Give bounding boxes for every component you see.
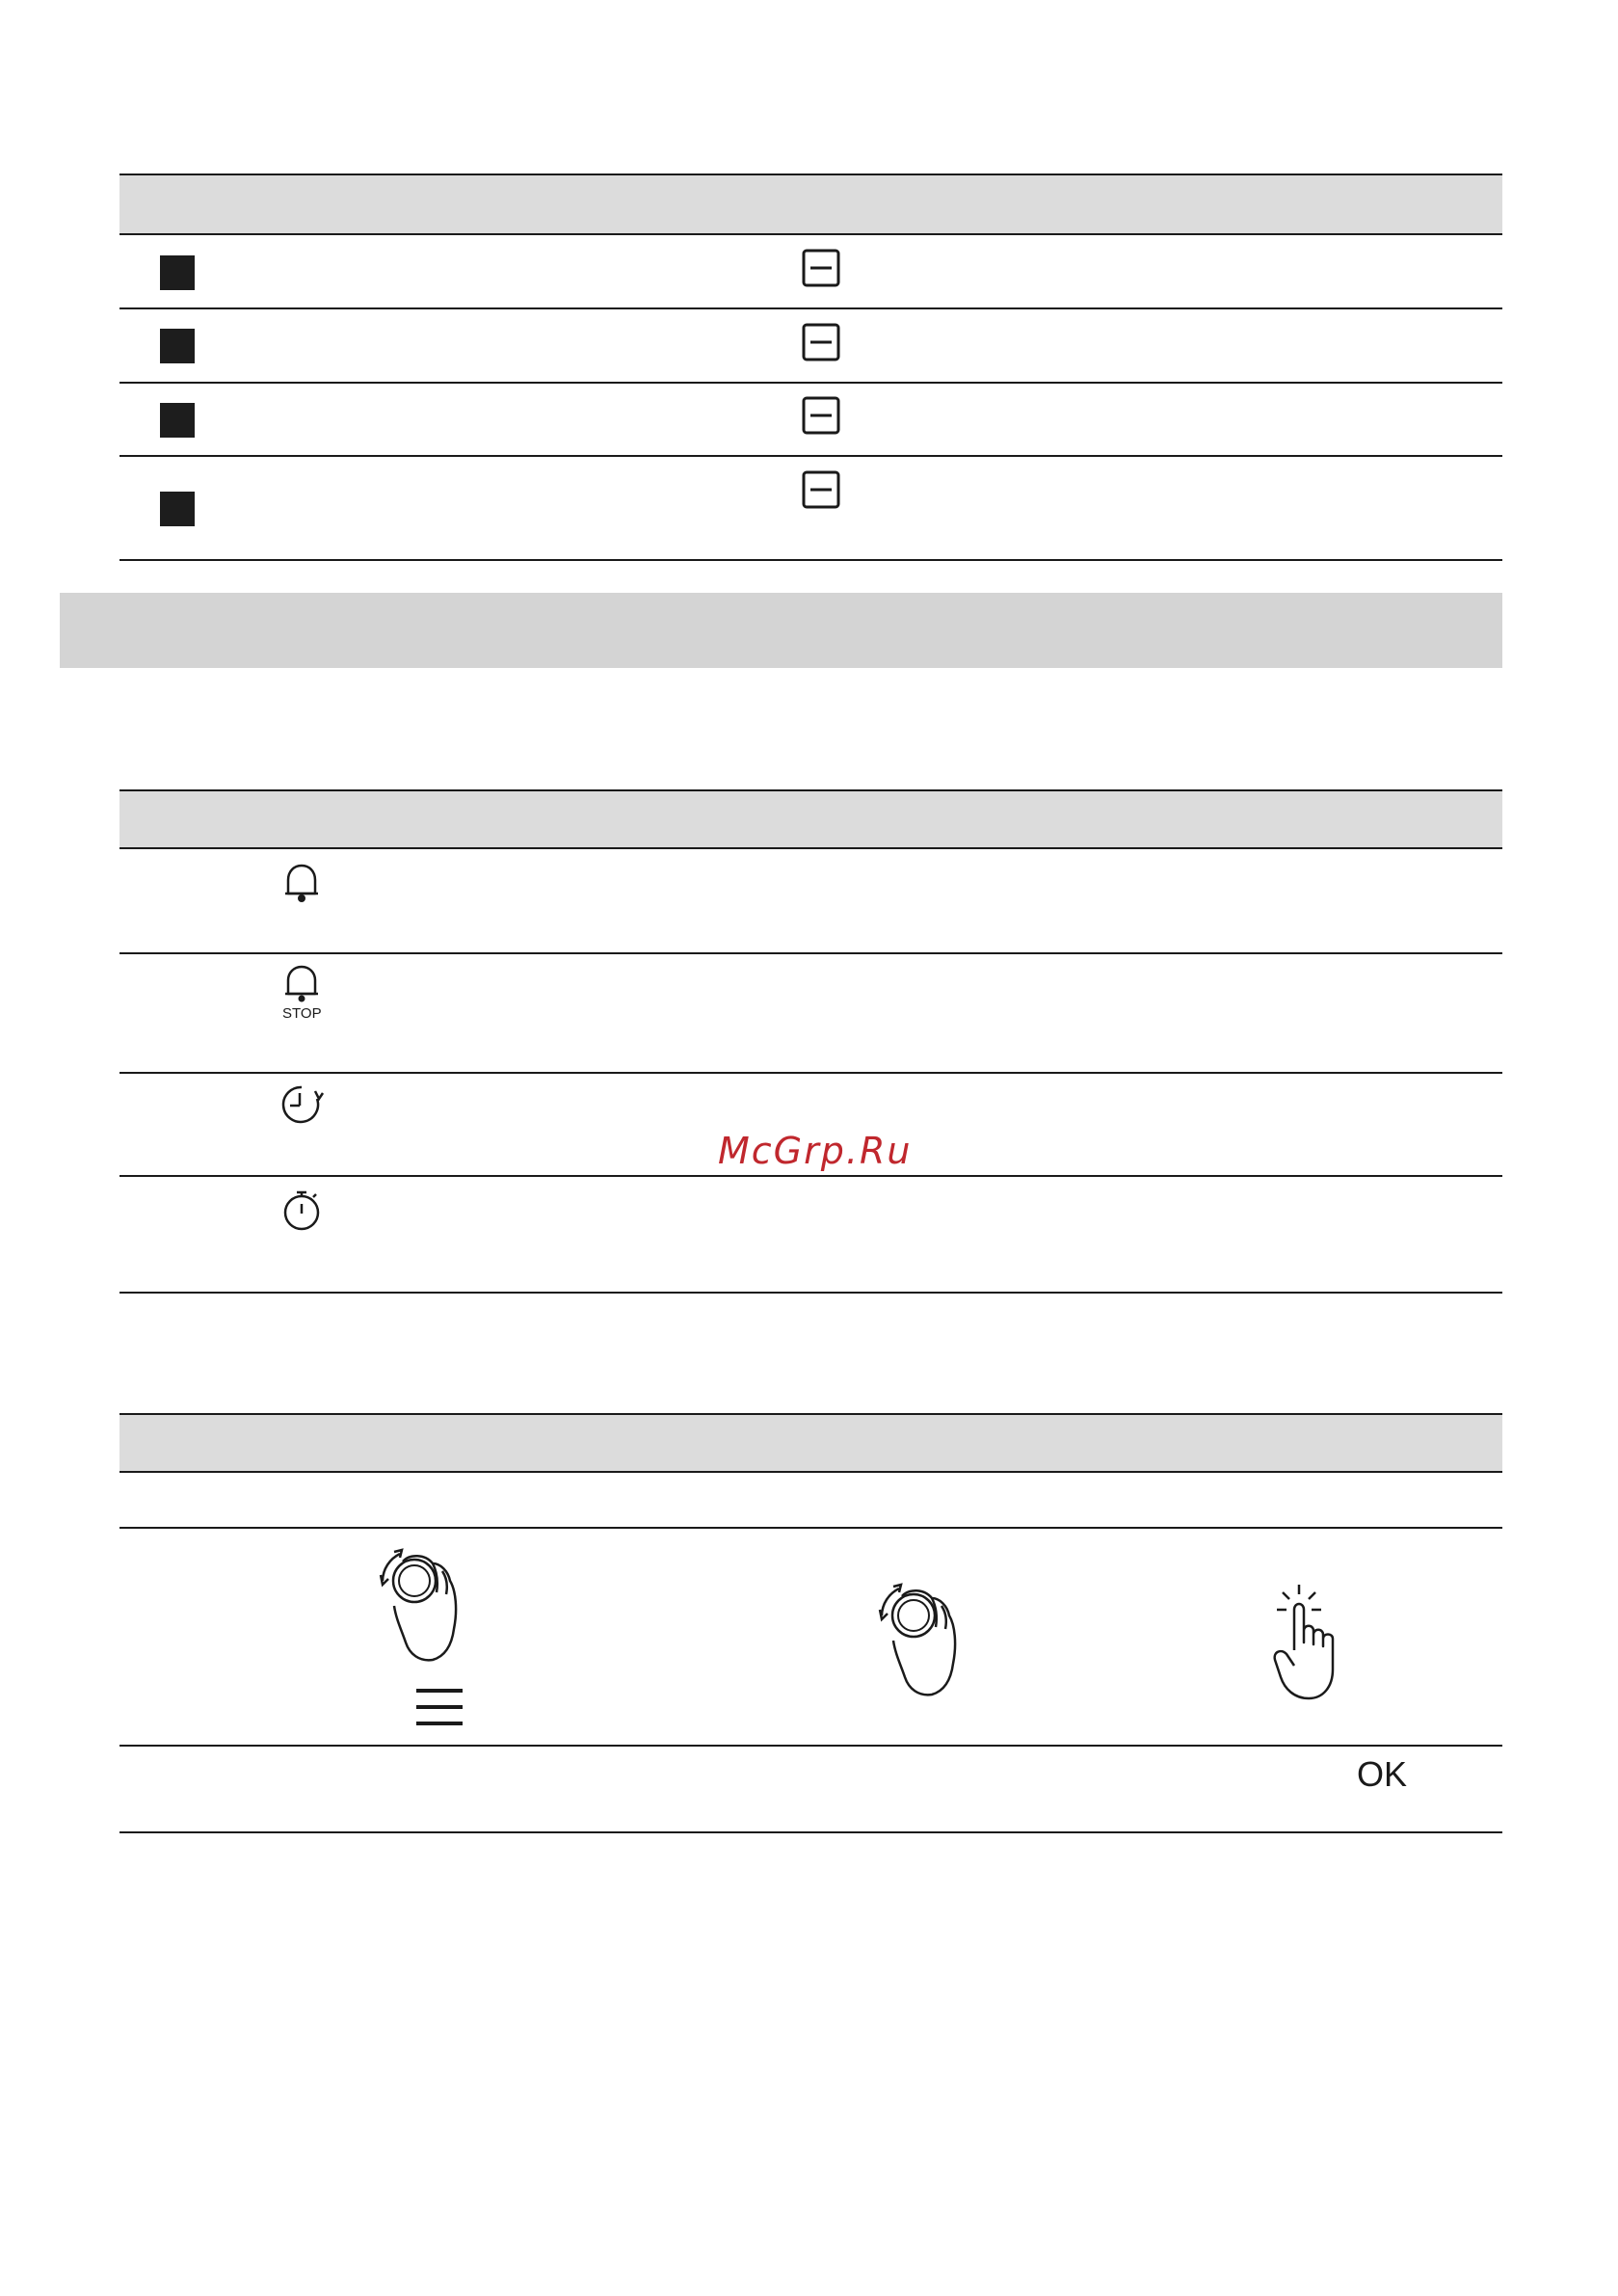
table-2-top-rule <box>119 789 1502 791</box>
table-2-header-rule <box>119 847 1502 849</box>
table-1-row-rule <box>119 382 1502 384</box>
table-2-row-rule <box>119 1175 1502 1177</box>
filled-square-icon <box>160 329 195 363</box>
bell-stop-icon <box>280 963 323 1003</box>
table-1-row-rule <box>119 455 1502 457</box>
ok-label: OK <box>1357 1754 1408 1794</box>
rotate-knob-hand-icon <box>870 1577 976 1707</box>
filled-square-icon <box>160 403 195 438</box>
table-2-row-rule <box>119 952 1502 954</box>
section-header-bar <box>60 593 1502 668</box>
stop-label: STOP <box>282 1005 322 1022</box>
table-3-header-rule <box>119 1471 1502 1473</box>
table-1-header <box>119 174 1502 234</box>
table-2-row-rule <box>119 1072 1502 1074</box>
menu-icon <box>414 1685 464 1729</box>
table-2-header <box>119 790 1502 848</box>
table-3-header <box>119 1414 1502 1472</box>
filled-square-icon <box>160 492 195 526</box>
minus-box-icon <box>802 323 840 361</box>
table-1-top-rule <box>119 174 1502 175</box>
table-3-top-rule <box>119 1413 1502 1415</box>
minus-box-icon <box>802 470 840 509</box>
watermark: McGrp.Ru <box>718 1130 913 1172</box>
table-1-row-rule <box>119 307 1502 309</box>
stopwatch-icon <box>279 1186 324 1234</box>
table-3-row-rule <box>119 1527 1502 1529</box>
table-3-row-rule <box>119 1745 1502 1747</box>
minus-box-icon <box>802 396 840 435</box>
filled-square-icon <box>160 255 195 290</box>
bell-icon <box>280 861 323 905</box>
clock-restart-icon <box>279 1081 327 1128</box>
rotate-knob-hand-icon <box>371 1542 477 1672</box>
table-3-bottom-rule <box>119 1831 1502 1833</box>
minus-box-icon <box>802 249 840 287</box>
press-hand-icon <box>1265 1583 1352 1703</box>
table-1-header-rule <box>119 233 1502 235</box>
table-1-bottom-rule <box>119 559 1502 561</box>
table-2-bottom-rule <box>119 1292 1502 1294</box>
